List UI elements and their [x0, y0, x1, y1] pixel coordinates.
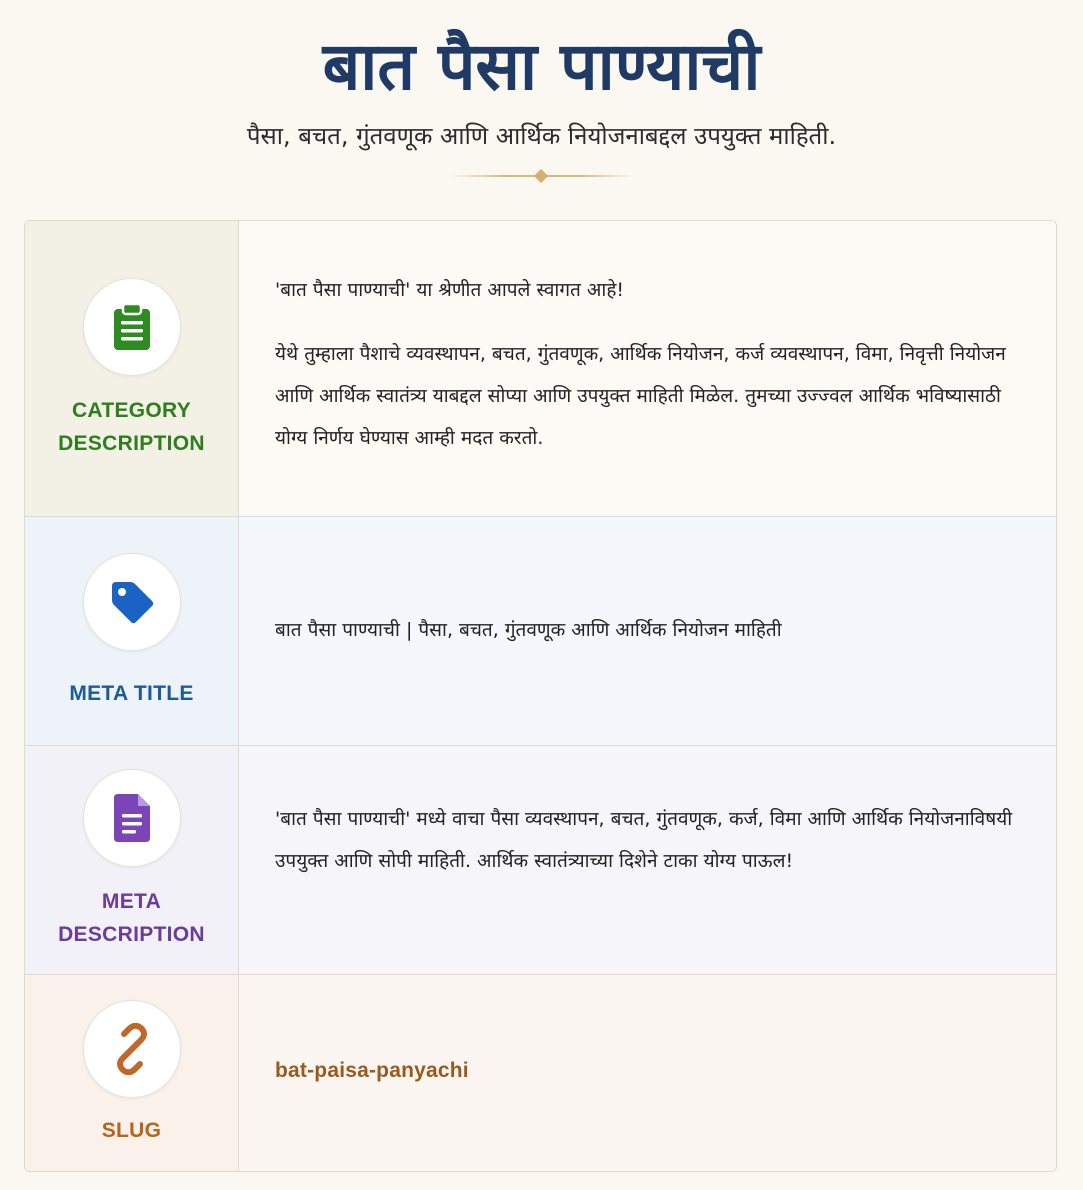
category-description-content [239, 221, 1056, 516]
category-intro-text: 'बात पैसा पाण्याची' या श्रेणीत आपले स्वागत आहे! [275, 279, 625, 301]
category-description-label: CATEGORY DESCRIPTION [58, 398, 205, 455]
seo-info-table [24, 220, 1057, 1172]
meta-description-label: META DESCRIPTION [58, 890, 205, 946]
link-icon [83, 1000, 181, 1098]
category-description-label-cell [25, 221, 239, 516]
meta-description-text: 'बात पैसा पाण्याची' मध्ये वाचा पैसा व्यवस्थापन, बचत, गुंतवणूक, कर्ज, विमा आणि आर्थिक नियोजनाविषयी उपयुक्त आणि सोपी माहिती. आर्थिक स्वातंत्र्याच्या दिशेने टाका योग्य पाऊल! [275, 808, 1013, 872]
slug-label: SLUG [101, 1119, 162, 1142]
category-body-text: येथे तुम्हाला पैशाचे व्यवस्थापन, बचत, गुंतवणूक, आर्थिक नियोजन, कर्ज व्यवस्थापन, विमा, निवृत्ती नियोजन आणि आर्थिक स्वातंत्र्य याबद्दल सोप्या आणि उपयुक्त माहिती मिळेल. तुमच्या उज्ज्वल आर्थिक भविष्यासाठी योग्य निर्णय घेण्यास आम्ही मदत करतो. [275, 343, 1006, 449]
meta-description-row [25, 746, 1056, 975]
category-description-row [25, 221, 1056, 517]
slug-label-cell [25, 975, 239, 1172]
ornament-divider [450, 168, 634, 184]
document-icon [83, 769, 181, 867]
meta-description-content [239, 746, 1056, 974]
slug-row [25, 975, 1056, 1172]
page-title: बात पैसा पाण्याची [322, 28, 761, 105]
meta-description-label-cell [25, 746, 239, 974]
slug-text[interactable]: bat-paisa-panyachi [275, 1058, 469, 1082]
meta-title-label: META TITLE [69, 681, 194, 705]
meta-title-content [239, 517, 1056, 745]
meta-title-row [25, 517, 1056, 746]
page-subtitle: पैसा, बचत, गुंतवणूक आणि आर्थिक नियोजनाबद्दल उपयुक्त माहिती. [246, 122, 837, 150]
meta-title-text: बात पैसा पाण्याची | पैसा, बचत, गुंतवणूक आणि आर्थिक नियोजन माहिती [275, 619, 782, 641]
header [0, 0, 1083, 184]
meta-title-label-cell [25, 517, 239, 745]
diamond-icon [533, 169, 547, 183]
tag-icon [83, 553, 181, 651]
clipboard-list-icon [83, 278, 181, 376]
slug-content [239, 975, 1056, 1172]
